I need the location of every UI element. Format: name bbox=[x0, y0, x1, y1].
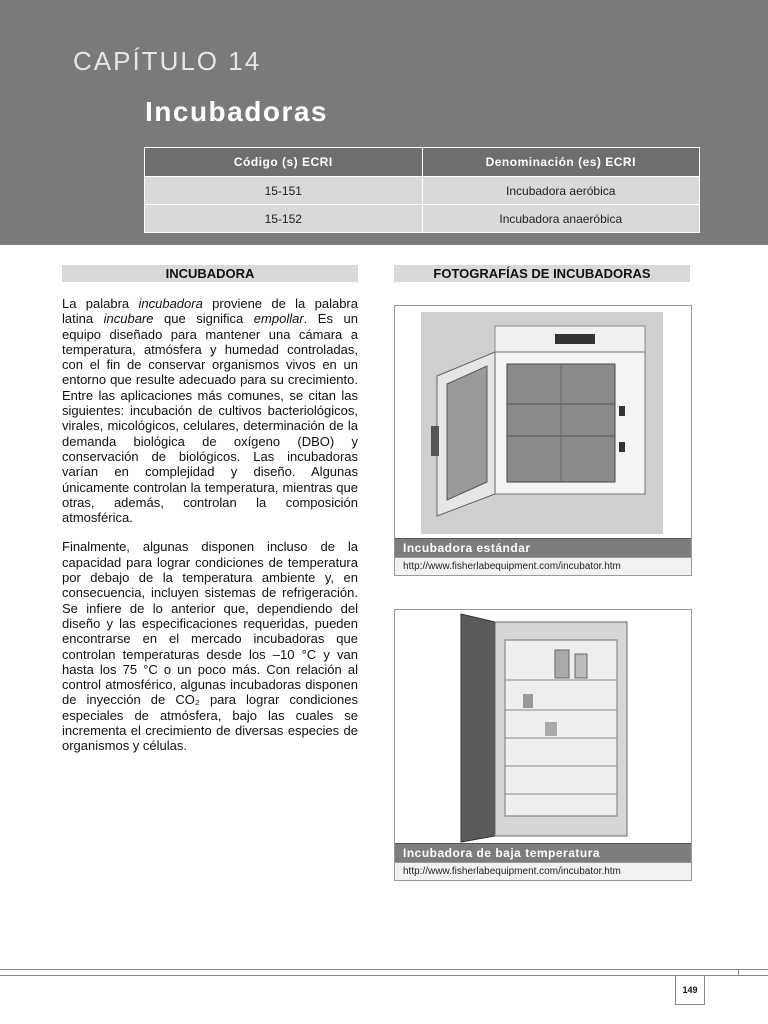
table-cell-name: Incubadora anaeróbica bbox=[422, 205, 700, 233]
paragraph-2: Finalmente, algunas disponen incluso de la capacidad para lograr condiciones de temperatura por debajo de la temperatura ambiente y, en consecuencia, incluyen sistemas de refrigeración. Se infiere de lo anterior que, dependiendo del diseño y las especificaciones requeridas, pueden encontrarse en el mercado incubadoras que controlan temperaturas desde los –10 °C y van hasta los 75 °C o un poco más. Con relación al control atmosférico, algunas incubadoras disponen de inyección de CO₂ para lograr condiciones especiales de atmósfera, bajo las cuales se incrementa el crecimiento de diversas especies de organismos y células. bbox=[62, 539, 358, 754]
photo-card-standard bbox=[394, 305, 692, 576]
incubator-illustration bbox=[395, 306, 691, 538]
table-row bbox=[145, 177, 700, 205]
footer-rule-bottom bbox=[0, 975, 768, 976]
table-header-code: Código (s) ECRI bbox=[145, 148, 423, 177]
italic-term: incubare bbox=[103, 311, 154, 327]
text-run: proviene de la palabra latina bbox=[62, 296, 358, 327]
italic-term: incubadora bbox=[138, 296, 203, 311]
text-run: La palabra bbox=[62, 296, 139, 311]
photo-caption: Incubadora estándar bbox=[395, 538, 691, 557]
section-heading-fotografias: FOTOGRAFÍAS DE INCUBADORAS bbox=[394, 265, 690, 282]
table-header-name: Denominación (es) ECRI bbox=[422, 148, 700, 177]
photo-standard-incubator bbox=[395, 306, 691, 538]
page-number: 149 bbox=[675, 976, 705, 1005]
paragraph-1 bbox=[62, 296, 358, 525]
table-header-row bbox=[145, 148, 700, 177]
table-cell-name: Incubadora aeróbica bbox=[422, 177, 700, 205]
chapter-number: CAPÍTULO 14 bbox=[73, 46, 262, 76]
source-link[interactable]: http://www.fisherlabequipment.com/incubator.htm bbox=[395, 557, 691, 575]
photo-card-low-temp bbox=[394, 609, 692, 881]
page-title: Incubadoras bbox=[145, 96, 328, 127]
section-heading-incubadora: INCUBADORA bbox=[62, 265, 358, 282]
table-cell-code: 15-152 bbox=[145, 205, 423, 233]
ecri-table bbox=[144, 147, 700, 233]
footer-rule-top bbox=[0, 969, 768, 970]
body-text bbox=[62, 296, 358, 768]
source-link[interactable]: http://www.fisherlabequipment.com/incubator.htm bbox=[395, 862, 691, 880]
photo-caption: Incubadora de baja temperatura bbox=[395, 843, 691, 862]
refrigerated-incubator-illustration bbox=[395, 610, 691, 843]
text-run: . Es un equipo diseñado para mantener una cámara a temperatura, atmósfera y humedad controladas, con el fin de conservar organismos vivos en un entorno que resulte adecuado para su crecimiento. Entre las aplicaciones más comunes, se citan las siguientes: incubación de cultivos bacteriológicos, virales, micológicos, celulares, determinación de la demanda biológica de oxígeno (DBO) y conservación de biológicos. Las incubadoras varían en complejidad y diseño. Algunas únicamente controlan la temperatura, mientras que otras, además, controlan la composición atmosférica. bbox=[62, 311, 358, 526]
footer-tick bbox=[738, 969, 739, 976]
table-cell-code: 15-151 bbox=[145, 177, 423, 205]
italic-term: empollar bbox=[253, 311, 304, 327]
photo-low-temperature-incubator bbox=[395, 610, 691, 843]
table-row bbox=[145, 205, 700, 233]
chapter-header bbox=[0, 0, 768, 245]
text-run: que significa bbox=[153, 311, 254, 327]
